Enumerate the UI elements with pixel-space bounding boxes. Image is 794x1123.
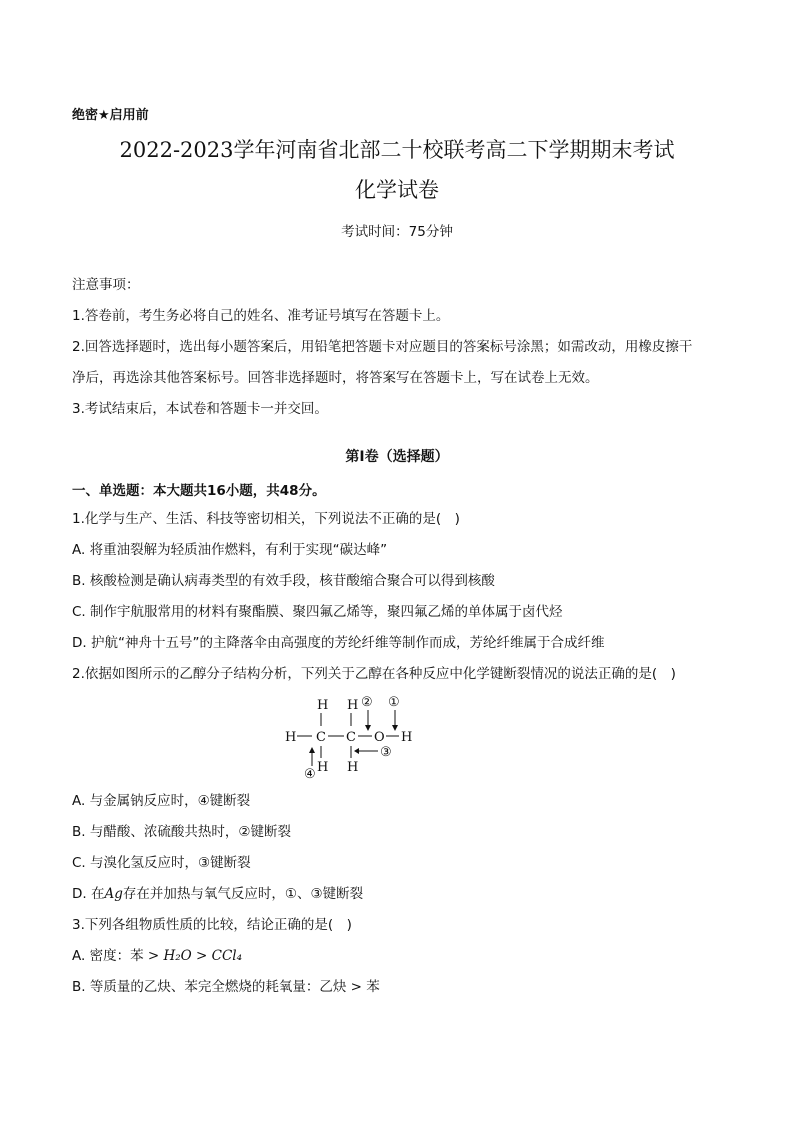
section-intro-prefix: 一、单选题：	[72, 483, 153, 499]
atom-h-top-1: H	[317, 698, 329, 713]
bond-marker-2: ②	[361, 695, 373, 710]
arrow-1-head	[392, 725, 398, 731]
notes-heading: 注意事项：	[72, 277, 140, 293]
arrow-3-head	[354, 748, 359, 754]
section-intro-detail: 本大题共16小题，共48分。	[153, 483, 326, 499]
arrow-2-head	[365, 725, 371, 731]
q1-option-a: A. 将重油裂解为轻质油作燃料，有利于实现“碳达峰”	[72, 542, 388, 558]
q2-option-c: C. 与溴化氢反应时，③键断裂	[72, 855, 251, 871]
notes-item-2-line-1: 2.回答选择题时，选出每小题答案后，用铅笔把答题卡对应题目的答案标号涂黑；如需改动，用橡皮擦干	[72, 339, 693, 355]
atom-o: O	[374, 730, 385, 745]
ethanol-structure-diagram	[280, 690, 430, 790]
atom-h-bottom-1: H	[317, 760, 329, 775]
notes-item-2-line-2: 净后，再选涂其他答案标号。回答非选择题时，将答案写在答题卡上，写在试卷上无效。	[72, 370, 599, 386]
q3-option-a-formula: > H₂O > CCl₄	[143, 948, 243, 964]
q2-option-b: B. 与醋酸、浓硫酸共热时，②键断裂	[72, 824, 291, 840]
atom-c2: C	[346, 730, 356, 745]
atom-h-left: H	[285, 730, 297, 745]
q3-option-a-prefix: A. 密度：苯	[72, 948, 144, 964]
confidential-label: 绝密★启用前	[72, 108, 149, 123]
bond-marker-1: ①	[388, 695, 400, 710]
q3-option-a	[72, 947, 242, 965]
q3-option-b: B. 等质量的乙炔、苯完全燃烧的耗氧量：乙炔 > 苯	[72, 979, 380, 995]
bond-marker-4: ④	[304, 767, 316, 782]
q3-stem: 3.下列各组物质性质的比较，结论正确的是( )	[72, 917, 352, 933]
atom-h-right: H	[401, 730, 413, 745]
q2-option-d-suffix: 存在并加热与氧气反应时，①、③键断裂	[122, 886, 364, 902]
arrow-4-head	[309, 747, 315, 753]
atom-h-top-2: H	[347, 698, 359, 713]
q2-stem: 2.依据如图所示的乙醇分子结构分析，下列关于乙醇在各种反应中化学键断裂情况的说法正确的是( )	[72, 666, 676, 682]
q2-option-d	[72, 885, 363, 903]
q1-option-b: B. 核酸检测是确认病毒类型的有效手段，核苷酸缩合聚合可以得到核酸	[72, 573, 495, 589]
q2-option-a: A. 与金属钠反应时，④键断裂	[72, 793, 251, 809]
q1-option-c: C. 制作宇航服常用的材料有聚酯膜、聚四氟乙烯等，聚四氟乙烯的单体属于卤代烃	[72, 604, 563, 620]
q2-option-d-ag: Ag	[104, 886, 123, 902]
section-title: 第Ⅰ卷（选择题）	[345, 449, 449, 465]
notes-item-1: 1.答卷前，考生务必将自己的姓名、准考证号填写在答题卡上。	[72, 308, 450, 324]
q1-stem: 1.化学与生产、生活、科技等密切相关，下列说法不正确的是( )	[72, 511, 460, 527]
section-intro	[72, 479, 326, 499]
bond-marker-3: ③	[380, 745, 392, 760]
exam-title: 2022-2023学年河南省北部二十校联考高二下学期期末考试	[119, 138, 675, 162]
exam-time: 考试时间：75分钟	[341, 224, 453, 240]
q2-option-d-prefix: D. 在	[72, 886, 105, 902]
notes-item-3: 3.考试结束后，本试卷和答题卡一并交回。	[72, 401, 328, 417]
atom-c1: C	[316, 730, 326, 745]
q1-option-d: D. 护航“神舟十五号”的主降落伞由高强度的芳纶纤维等制作而成，芳纶纤维属于合成纤维	[72, 635, 605, 651]
atom-h-bottom-2: H	[347, 760, 359, 775]
exam-subtitle: 化学试卷	[355, 178, 439, 202]
